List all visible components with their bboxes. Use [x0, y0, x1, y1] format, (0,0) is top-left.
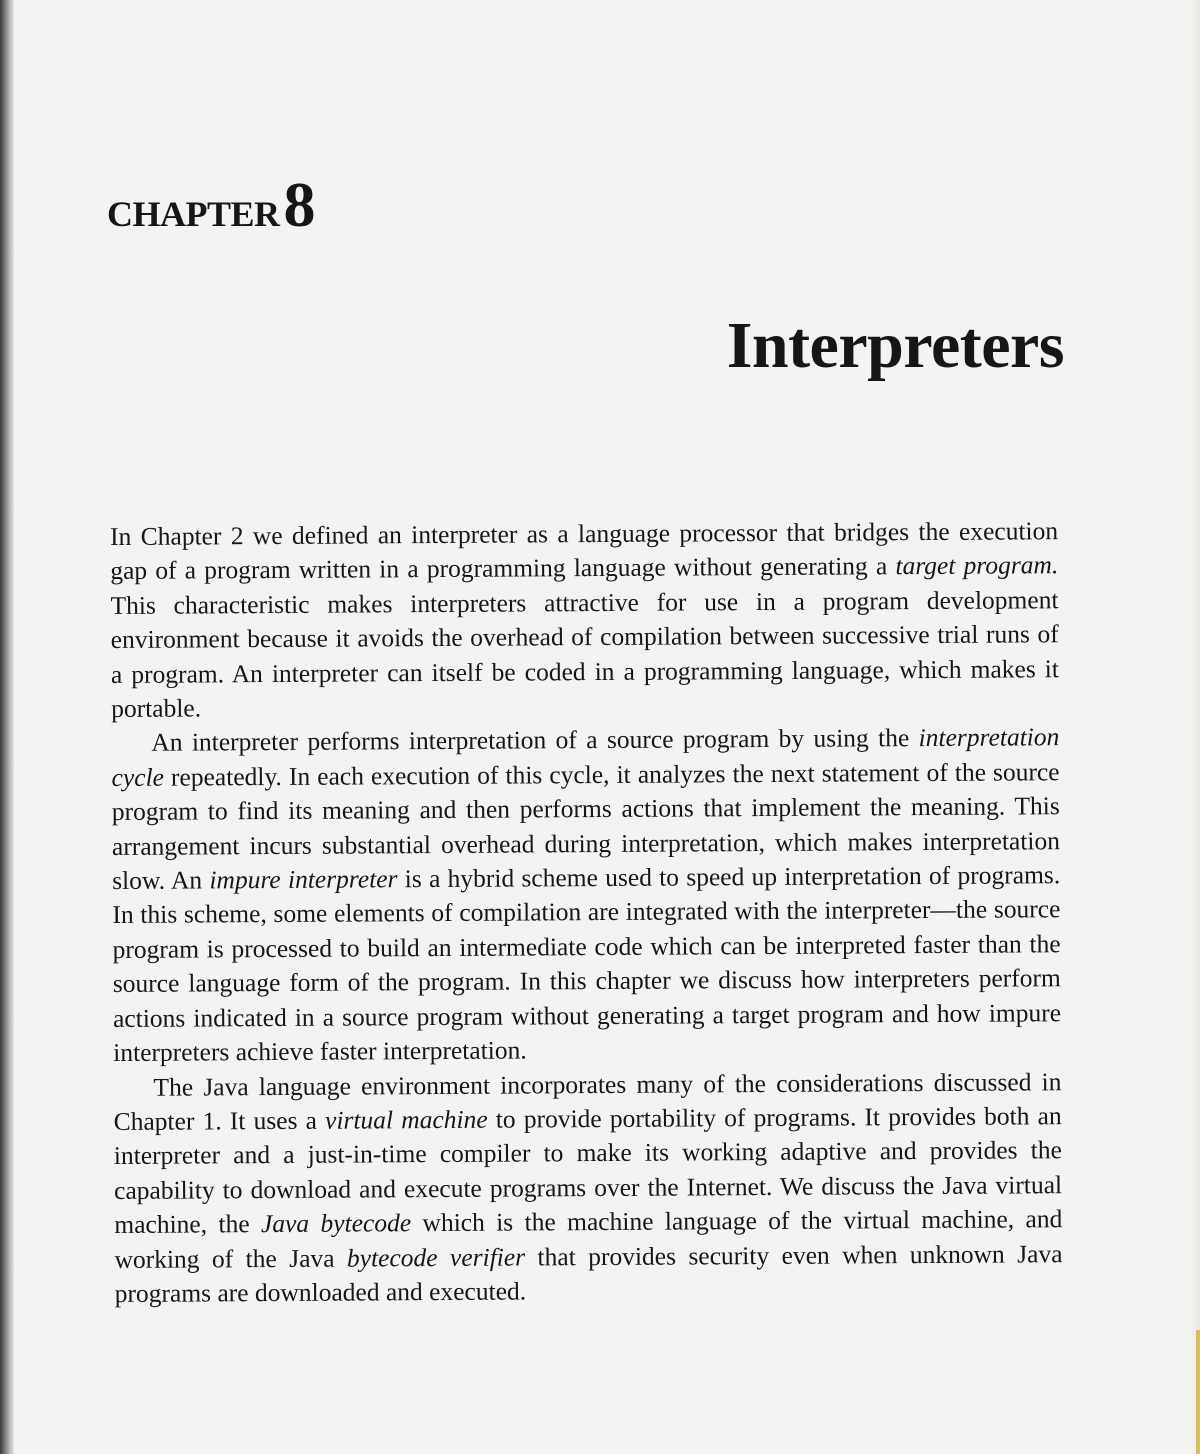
- page-edge: [1190, 0, 1200, 1454]
- term-interpretation-cycle: interpretation cycle: [111, 722, 1060, 792]
- text-run: is a hybrid scheme used to speed up interpretation of programs. In this scheme, some elements of compilation are integrated with the interpreter—the source program is processed to build an intermediate code which can be interpreted faster than the source language form of the program. In this chapter we discuss how interpreters perform actions indicated in a source program without generating a target program and how impure interpreters achieve faster interpretation.: [112, 860, 1062, 1068]
- term-bytecode-verifier: bytecode verifier: [346, 1242, 526, 1273]
- text-run: which is the machine language of the virtual machine, and working of the Java: [114, 1204, 1063, 1274]
- chapter-heading: [107, 168, 315, 242]
- text-run: An interpreter performs interpretation of a source program by using the: [151, 723, 919, 758]
- chapter-number: 8: [283, 169, 316, 240]
- paragraph-2: [111, 721, 1061, 1071]
- text-run: This characteristic makes interpreters attractive for use in a program development environment because it avoids the overhead of compilation between successive trial runs of a program. An interpreter can itself be coded in a programming language, which makes it portable.: [110, 585, 1060, 724]
- term-virtual-machine: virtual machine: [325, 1104, 488, 1135]
- chapter-body: [110, 514, 1063, 1311]
- text-run: The Java language environment incorporates many of the considerations discussed in Chapter 1. It uses a: [113, 1066, 1062, 1136]
- chapter-label: CHAPTER: [107, 194, 280, 234]
- term-target-program: target program.: [895, 550, 1059, 581]
- chapter-title: Interpreters: [726, 309, 1064, 382]
- term-impure-interpreter: impure interpreter: [209, 864, 398, 895]
- text-run: that provides security even when unknown Java programs are downloaded and executed.: [114, 1238, 1063, 1308]
- paragraph-1: [110, 514, 1059, 726]
- paragraph-3: [113, 1065, 1062, 1312]
- text-run: In Chapter 2 we defined an interpreter as a language processor that bridges the execution gap of a program written in a programming language without generating a: [110, 516, 1059, 586]
- text-run: repeatedly. In each execution of this cycle, it analyzes the next statement of the source program to find its meaning and then performs actions that implement the meaning. This arrangement incurs substantial overhead during interpretation, which makes interpretation slow. An: [111, 757, 1061, 896]
- book-spine-shadow: [0, 0, 14, 1454]
- term-java-bytecode: Java bytecode: [260, 1208, 412, 1239]
- page-edge-mark: [1196, 1330, 1200, 1454]
- text-run: to provide portability of programs. It provides both an interpreter and a just-in-time compiler to make its working adaptive and provides the capability to download and execute programs over the Internet. We discuss the Java virtual machine, the: [113, 1101, 1063, 1240]
